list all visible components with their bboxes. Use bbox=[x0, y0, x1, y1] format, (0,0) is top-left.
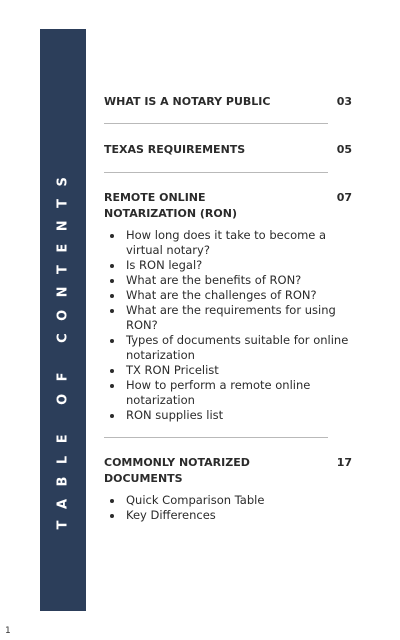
toc-entry-page-number: 17 bbox=[336, 456, 352, 469]
toc-subitem: • Is RON legal? bbox=[124, 258, 352, 273]
toc-entry-title: COMMONLY NOTARIZED DOCUMENTS bbox=[104, 456, 250, 485]
sidebar-title: TABLE OF CONTENTS bbox=[55, 164, 71, 530]
toc-entry-header bbox=[104, 94, 352, 110]
toc-subitem: • RON supplies list bbox=[124, 408, 352, 423]
toc-entry-page-number: 05 bbox=[336, 143, 352, 156]
toc-divider bbox=[104, 437, 328, 438]
toc-entry-title: TEXAS REQUIREMENTS bbox=[104, 143, 246, 156]
toc-subitem: • How to perform a remote online notarization bbox=[124, 378, 352, 408]
toc-divider bbox=[104, 123, 328, 124]
toc-subitem: • What are the benefits of RON? bbox=[124, 273, 352, 288]
toc-subitem: • TX RON Pricelist bbox=[124, 363, 352, 378]
toc-subitem-list bbox=[104, 228, 352, 423]
table-of-contents bbox=[104, 94, 352, 523]
toc-entry-title: WHAT IS A NOTARY PUBLIC bbox=[104, 95, 271, 108]
toc-subitem: • What are the requirements for using RON? bbox=[124, 303, 352, 333]
toc-entry-commonly-notarized bbox=[104, 455, 352, 523]
toc-subitem: • Key Differences bbox=[124, 508, 352, 523]
toc-subitem: • How long does it take to become a virtual notary? bbox=[124, 228, 352, 258]
toc-entry-ron bbox=[104, 190, 352, 423]
sidebar-band bbox=[40, 29, 86, 611]
toc-subitem: • Quick Comparison Table bbox=[124, 493, 352, 508]
toc-entry-page-number: 07 bbox=[336, 191, 352, 204]
toc-entry-header bbox=[104, 190, 352, 222]
toc-subitem: • Types of documents suitable for online notarization bbox=[124, 333, 352, 363]
toc-divider bbox=[104, 172, 328, 173]
toc-entry-title: REMOTE ONLINE NOTARIZATION (RON) bbox=[104, 191, 237, 220]
toc-entry-page-number: 03 bbox=[336, 95, 352, 108]
page-number: 1 bbox=[5, 626, 11, 636]
toc-entry-notary-public bbox=[104, 94, 352, 110]
toc-subitem-list bbox=[104, 493, 352, 523]
toc-entry-header bbox=[104, 455, 352, 487]
toc-subitem: • What are the challenges of RON? bbox=[124, 288, 352, 303]
toc-entry-header bbox=[104, 142, 352, 158]
toc-entry-texas-requirements bbox=[104, 142, 352, 158]
